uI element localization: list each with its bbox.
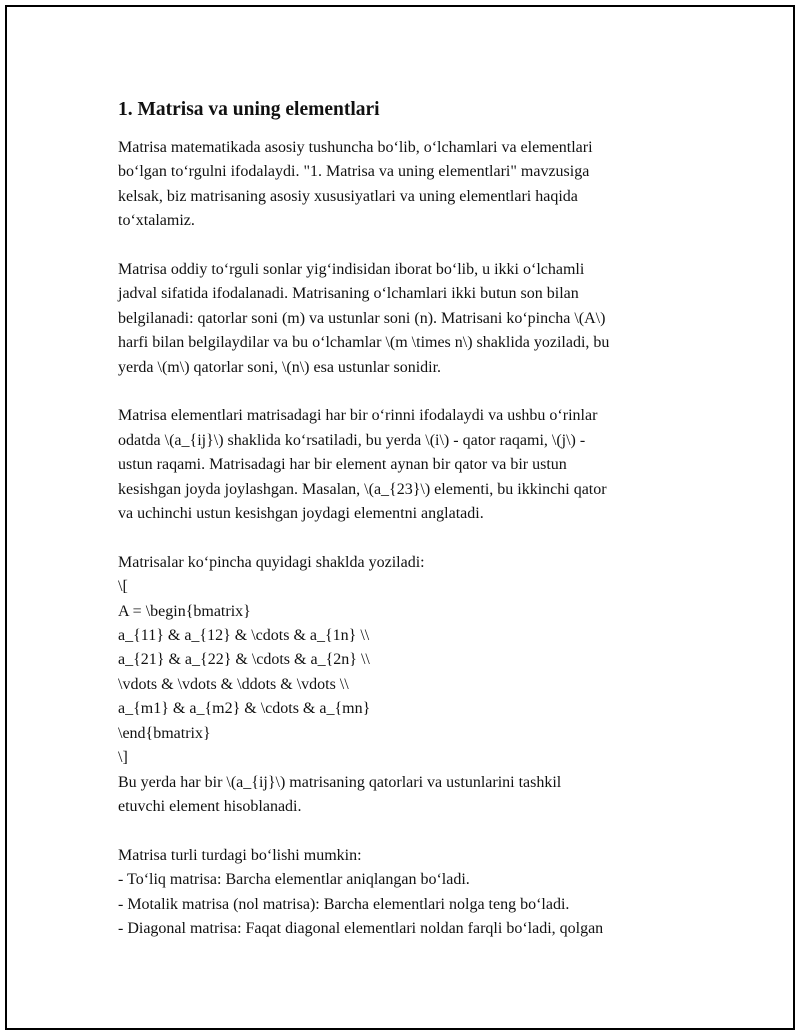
matrix-line: \end{bmatrix} (118, 724, 211, 742)
section-title: 1. Matrisa va uning elementlari (118, 99, 380, 120)
list-item: - To‘liq matrisa: Barcha elementlar aniqlangan bo‘ladi. (118, 871, 470, 889)
matrix-line: Matrisalar ko‘pincha quyidagi shaklda yoziladi: (118, 553, 425, 571)
matrix-line: a_{m1} & a_{m2} & \cdots & a_{mn} (118, 700, 371, 718)
matrix-notation-block (118, 551, 698, 819)
matrix-line: \[ (118, 578, 128, 596)
matrix-line: a_{11} & a_{12} & \cdots & a_{1n} \\ (118, 627, 370, 645)
types-intro-line: Matrisa turli turdagi bo‘lishi mumkin: (118, 846, 362, 864)
list-item: - Motalik matrisa (nol matrisa): Barcha elementlari nolga teng bo‘ladi. (118, 895, 570, 913)
paragraph-dimensions: Matrisa oddiy to‘rguli sonlar yig‘indisidan iborat bo‘lib, u ikki o‘lchamli jadval sifatida ifodalanadi. Matrisaning o‘lchamlari ikki butun son bilan belgilanadi: qatorlar soni (m) va ustunlar soni (n). Matrisani ko‘pincha \(A\) harfi bilan belgilaydilar va bu o‘lchamlar \(m \times n\) shaklida yoziladi, bu yerda \(m\) qatorlar soni, \(n\) esa ustunlar sonidir. (118, 261, 610, 376)
matrix-line: Bu yerda har bir \(a_{ij}\) matrisaning qatorlari va ustunlarini tashkil (118, 773, 562, 791)
matrix-line: \vdots & \vdots & \ddots & \vdots \\ (118, 675, 349, 693)
matrix-line: A = \begin{bmatrix} (118, 602, 251, 620)
matrix-line: \] (118, 749, 128, 767)
paragraph-intro: Matrisa matematikada asosiy tushuncha bo‘lib, o‘lchamlari va elementlari bo‘lgan to‘rgulni ifodalaydi. "1. Matrisa va uning elementlari" mavzusiga kelsak, biz matrisaning asosiy xususiyatlari va uning elementlari haqida to‘xtalamiz. (118, 139, 593, 230)
matrix-types-block (118, 844, 698, 942)
matrix-line: a_{21} & a_{22} & \cdots & a_{2n} \\ (118, 651, 370, 669)
document-content (118, 95, 698, 966)
list-item: - Diagonal matrisa: Faqat diagonal elementlari noldan farqli bo‘ladi, qolgan (118, 919, 604, 937)
page-frame (5, 5, 795, 1030)
paragraph-elements: Matrisa elementlari matrisadagi har bir o‘rinni ifodalaydi va ushbu o‘rinlar odatda \(a_{ij}\) shaklida ko‘rsatiladi, bu yerda \(i\) - qator raqami, \(j\) - ustun raqami. Matrisadagi har bir element aynan bir qator va bir ustun kesishgan joyda joylashgan. Masalan, \(a_{23}\) elementi, bu ikkinchi qator va uchinchi ustun kesishgan joydagi elementni anglatadi. (118, 407, 607, 523)
matrix-line: etuvchi element hisoblanadi. (118, 797, 302, 815)
